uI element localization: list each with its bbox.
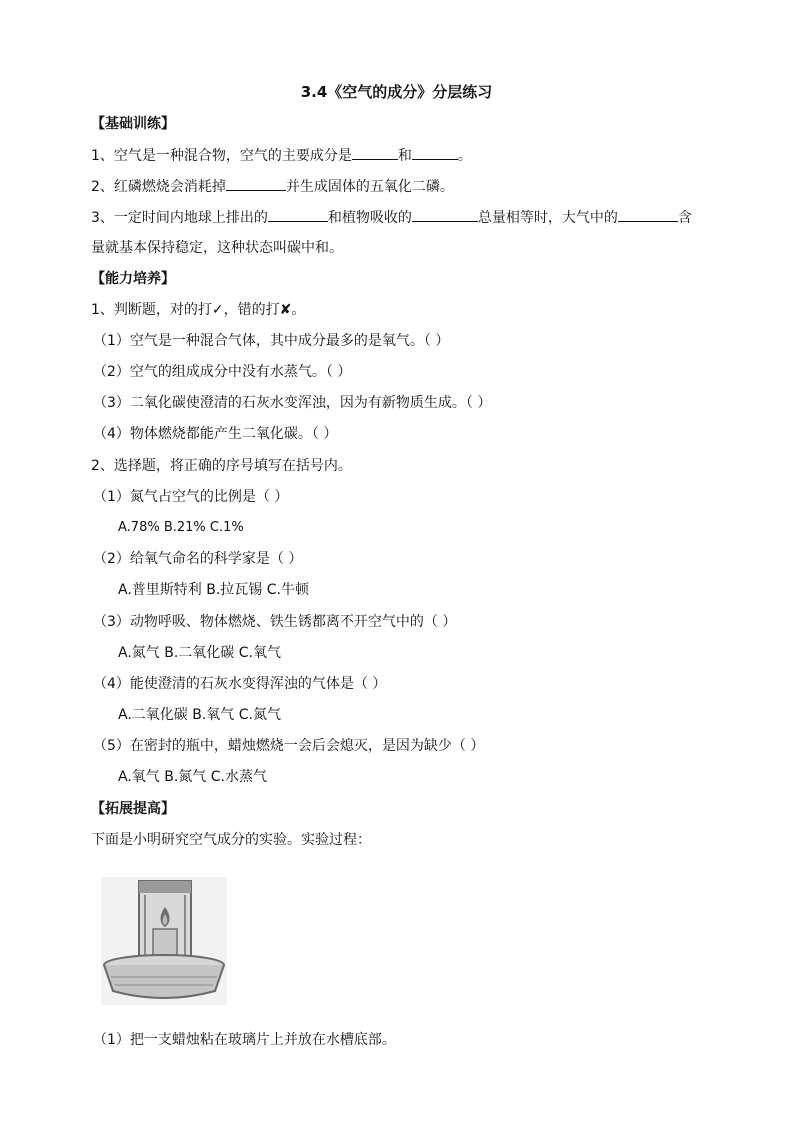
q3-blank-3[interactable] <box>618 207 678 222</box>
q2-text-a: 2、红磷燃烧会消耗掉 <box>91 179 226 195</box>
basic-question-2 <box>91 176 454 197</box>
judge-item-1: （1）空气是一种混合气体，其中成分最多的是氧气。（ ） <box>93 333 450 349</box>
basic-question-3-line2: 量就基本保持稳定，这种状态叫碳中和。 <box>91 240 343 256</box>
section-ability-heading: 【能力培养】 <box>91 271 175 287</box>
q3-blank-2[interactable] <box>412 207 478 222</box>
section-extend-heading: 【拓展提高】 <box>91 801 175 817</box>
q3-text-c: 总量相等时，大气中的 <box>477 210 618 226</box>
q2-text-b: 并生成固体的五氧化二磷。 <box>285 179 454 195</box>
judge-intro: 1、判断题，对的打✓，错的打✘。 <box>91 302 306 318</box>
experiment-photo <box>101 877 227 1005</box>
extend-step-1: （1）把一支蜡烛粘在玻璃片上并放在水槽底部。 <box>93 1032 396 1048</box>
choice-question-1: （1）氮气占空气的比例是（ ） <box>93 489 289 505</box>
choice-question-5: （5）在密封的瓶中，蜡烛燃烧一会后会熄灭，是因为缺少（ ） <box>93 738 485 754</box>
judge-item-4: （4）物体燃烧都能产生二氧化碳。（ ） <box>93 426 338 442</box>
basic-question-3 <box>91 207 692 228</box>
q3-text-b: 和植物吸收的 <box>327 210 412 226</box>
q1-blank-1[interactable] <box>352 145 398 160</box>
q1-text-c: 。 <box>457 148 472 164</box>
choice-options-5: A.氧气 B.氮气 C.水蒸气 <box>118 769 267 785</box>
page-title: 3.4《空气的成分》分层练习 <box>300 83 493 101</box>
choice-options-2: A.普里斯特利 B.拉瓦锡 C.牛顿 <box>118 582 309 598</box>
choice-options-3: A.氮气 B.二氧化碳 C.氧气 <box>118 645 281 661</box>
choice-options-1: A.78% B.21% C.1% <box>118 520 244 535</box>
section-basic-heading: 【基础训练】 <box>91 116 175 132</box>
judge-item-2: （2）空气的组成成分中没有水蒸气。（ ） <box>93 364 352 380</box>
basic-question-1 <box>91 145 472 166</box>
choice-question-2: （2）给氧气命名的科学家是（ ） <box>93 551 303 567</box>
q1-text-a: 1、空气是一种混合物，空气的主要成分是 <box>91 148 352 164</box>
choice-options-4: A.二氧化碳 B.氧气 C.氮气 <box>118 707 281 723</box>
q1-blank-2[interactable] <box>412 145 458 160</box>
q3-text-a: 3、一定时间内地球上排出的 <box>91 210 268 226</box>
choice-question-3: （3）动物呼吸、物体燃烧、铁生锈都离不开空气中的（ ） <box>93 614 457 630</box>
q3-blank-1[interactable] <box>268 207 328 222</box>
judge-item-3: （3）二氧化碳使澄清的石灰水变浑浊，因为有新物质生成。（ ） <box>93 395 492 411</box>
q1-text-b: 和 <box>397 148 412 164</box>
choice-intro: 2、选择题，将正确的序号填写在括号内。 <box>91 458 352 474</box>
q2-blank-1[interactable] <box>226 176 286 191</box>
choice-question-4: （4）能使澄清的石灰水变得浑浊的气体是（ ） <box>93 676 387 692</box>
q3-text-d: 含 <box>677 210 692 226</box>
extend-intro: 下面是小明研究空气成分的实验。实验过程： <box>91 832 371 848</box>
